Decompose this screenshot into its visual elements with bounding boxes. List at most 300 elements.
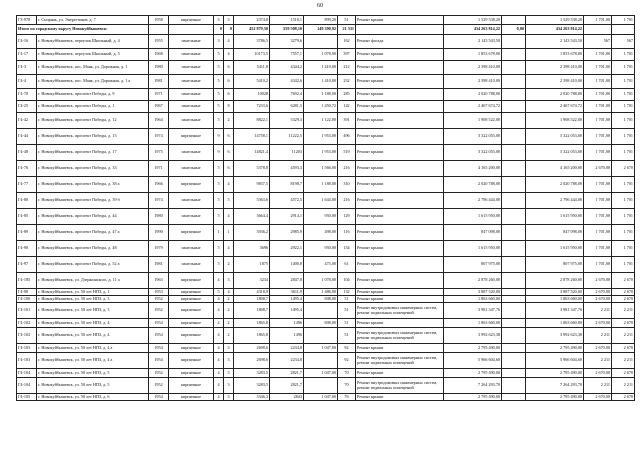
cell-addr: г. Новокуйбышевск, проспект Победы, д. 15 [37, 129, 149, 145]
cell-sum: 1 863 660,00 [526, 319, 584, 328]
cell-addr: г. Новокуйбышевск, проспект Победы, д. 1 [37, 101, 149, 113]
table-row [17, 75, 635, 89]
cell-u1: 2 670,00 [584, 296, 612, 303]
cell-a1: 3283,5 [234, 369, 270, 378]
cell-a3: 1 078,90 [304, 49, 338, 61]
cell-cost: 2 143 543,50 [444, 35, 502, 49]
total-cell [149, 25, 169, 35]
cell-mat: панельные [169, 89, 214, 101]
cell-work: Ремонт внутридомовых инженерных систем, ремонт подвальных помещений [356, 328, 444, 344]
cell-a1: 1865,8 [234, 328, 270, 344]
cell-mat: панельные [169, 193, 214, 209]
cell-a2: 11203 [270, 145, 304, 161]
cell-u2: 1 701 [612, 61, 635, 75]
cell-en: 2 [224, 296, 234, 303]
cell-cost: 1 615 950,00 [444, 209, 502, 225]
cell-sum: 2 795 490,00 [526, 394, 584, 401]
cell-u2: 2 670 [612, 161, 635, 177]
cell-work: Ремонт крыши [356, 193, 444, 209]
cell-a2: 2821,7 [270, 378, 304, 394]
cell-a2: 3279,6 [270, 35, 304, 49]
cell-a1: 1808,7 [234, 296, 270, 303]
cell-res: 116 [338, 225, 356, 241]
cell-work: Ремонт фасада [356, 35, 444, 49]
cell-a2: 2821,7 [270, 369, 304, 378]
cell-addr: г. Новокуйбышевск, ул. 50 лет НПЗ, д. 4 а [37, 344, 149, 353]
cell-a3: 1 122,00 [304, 113, 338, 129]
cell-a3: 899,20 [304, 16, 338, 25]
cell-work: Ремонт внутридомовых инженерных систем, ремонт подвальных помещений [356, 378, 444, 394]
cell-sum: 1 615 950,00 [526, 241, 584, 257]
cell-a2: 2914,1 [270, 209, 304, 225]
cell-addr: г. Новокуйбышевск, ул. 50 лет НПЗ, д. 4 [37, 319, 149, 328]
cell-en: 3 [224, 369, 234, 378]
cell-p1 [502, 161, 526, 177]
cell-addr: г. Новокуйбышевск, проспект Победы, д. 44 [37, 209, 149, 225]
cell-addr: г. Новокуйбышевск, ул. Дзержинского, д. 11 а [37, 273, 149, 289]
cell-cost: 3 887 520,00 [444, 289, 502, 296]
cell-work: Ремонт крыши [356, 177, 444, 193]
cell-work: Ремонт крыши [356, 101, 444, 113]
cell-mat: панельные [169, 35, 214, 49]
cell-u2: 2 670 [612, 344, 635, 353]
cell-id: Г4-103 [17, 353, 37, 369]
cell-cost: 807 975,00 [444, 257, 502, 273]
cell-res: 70 [338, 369, 356, 378]
cell-sum: 2 398 410,00 [526, 61, 584, 75]
cell-res: 391 [338, 113, 356, 129]
cell-a2: 3611,9 [270, 289, 304, 296]
cell-a3: 1 188,00 [304, 89, 338, 101]
table-row [17, 303, 635, 319]
cell-u2: 1 701 [612, 113, 635, 129]
table-row [17, 61, 635, 75]
cell-sum: 3 992 623,38 [526, 328, 584, 344]
cell-a3: 1 410,00 [304, 75, 338, 89]
cell-u2: 2 670 [612, 394, 635, 401]
cell-fl: 4 [214, 328, 224, 344]
cell-res: 104 [338, 273, 356, 289]
cell-res: 51 [338, 328, 356, 344]
table-row [17, 101, 635, 113]
table-row [17, 319, 635, 328]
cell-id: Г3-978 [17, 16, 37, 25]
cell-mat: кирпичные [169, 177, 214, 193]
cell-mat: панельные [169, 241, 214, 257]
cell-u1: 1 701,00 [584, 193, 612, 209]
cell-res: 397 [338, 49, 356, 61]
cell-year: 1958 [149, 16, 169, 25]
cell-u1: 1 701,00 [584, 61, 612, 75]
cell-p1 [502, 328, 526, 344]
cell-addr: г. Новокуйбышевск, ул. 50 лет НПЗ, д. 5 [37, 369, 149, 378]
cell-year: 1954 [149, 394, 169, 401]
cell-a3: 1 566,00 [304, 161, 338, 177]
cell-u1: 1 701,00 [584, 16, 612, 25]
cell-cost: 1 529 538,20 [444, 16, 502, 25]
cell-p1 [502, 101, 526, 113]
cell-en: 4 [224, 177, 234, 193]
cell-a1: 10028 [234, 89, 270, 101]
total-cell [612, 25, 635, 35]
cell-u1: 2 670,00 [584, 273, 612, 289]
cell-year: 1980 [149, 209, 169, 225]
cell-en: 4 [224, 241, 234, 257]
cell-p1 [502, 394, 526, 401]
cell-a1: 7233,6 [234, 101, 270, 113]
cell-fl: 4 [214, 394, 224, 401]
cell-res: 76 [338, 394, 356, 401]
table-row [17, 16, 635, 25]
table-row [17, 296, 635, 303]
cell-work: Ремонт крыши [356, 209, 444, 225]
cell-id: Г4-85 [17, 209, 37, 225]
cell-year: 1954 [149, 353, 169, 369]
cell-cost: 2 020 788,00 [444, 89, 502, 101]
cell-year: 1981 [149, 75, 169, 89]
cell-p1 [502, 16, 526, 25]
cell-p1 [502, 113, 526, 129]
cell-u1: 2 211 [584, 328, 612, 344]
cell-en: 6 [224, 145, 234, 161]
cell-fl: 9 [214, 145, 224, 161]
cell-mat: кирпичные [169, 369, 214, 378]
cell-u2: 2 670 [612, 273, 635, 289]
cell-sum: 2 796 444,00 [526, 193, 584, 209]
table-row [17, 328, 635, 344]
cell-a2: 1496 [270, 328, 304, 344]
cell-work: Ремонт крыши [356, 257, 444, 273]
cell-en: 3 [224, 353, 234, 369]
cell-p1 [502, 75, 526, 89]
cell-p1 [502, 241, 526, 257]
total-cell: 0,00 [502, 25, 526, 35]
cell-year: 1952 [149, 369, 169, 378]
cell-a3: 698,00 [304, 319, 338, 328]
cell-id: Г4-100 [17, 296, 37, 303]
cell-u1: 2 670,00 [584, 394, 612, 401]
cell-p1 [502, 296, 526, 303]
cell-sum: 3 981 347,76 [526, 303, 584, 319]
table-row [17, 394, 635, 401]
cell-a3: 950,00 [304, 209, 338, 225]
cell-a3 [304, 35, 338, 49]
cell-a1: 9837,5 [234, 177, 270, 193]
cell-res: 129 [338, 209, 356, 225]
repair-program-table [16, 15, 635, 401]
table-row [17, 89, 635, 101]
cell-a3: 1 644,00 [304, 193, 338, 209]
cell-id: Г4-42 [17, 113, 37, 129]
cell-p1 [502, 273, 526, 289]
cell-res: 142 [338, 101, 356, 113]
cell-cost: 1 863 660,00 [444, 319, 502, 328]
cell-a3: 698,00 [304, 296, 338, 303]
cell-res: 232 [338, 75, 356, 89]
cell-a3: 1 953,00 [304, 145, 338, 161]
cell-id: Г4-103 [17, 344, 37, 353]
cell-addr: г. Новокуйбышевск, проспект Победы, д. 17 [37, 145, 149, 161]
cell-en: 1 [224, 225, 234, 241]
cell-en: 4 [224, 289, 234, 296]
cell-p1 [502, 177, 526, 193]
table-row [17, 209, 635, 225]
cell-addr: г. Новокуйбышевск, ул. 50 лет НПЗ, д. 1 [37, 289, 149, 296]
cell-p1 [502, 49, 526, 61]
cell-addr: г. Сызрань, ул. Энергетиков, д. 7 [37, 16, 149, 25]
cell-u1: 2 211 [584, 353, 612, 369]
cell-mat: кирпичные [169, 289, 214, 296]
cell-u2: 2 211 [612, 378, 635, 394]
cell-u1: 2 670,00 [584, 344, 612, 353]
cell-a2: 7692,4 [270, 89, 304, 101]
table-row [17, 344, 635, 353]
cell-addr: г. Новокуйбышевск, проспект Победы, д. 52 а [37, 257, 149, 273]
table-row [17, 273, 635, 289]
cell-work: Ремонт крыши [356, 241, 444, 257]
cell-sum: 2 398 410,00 [526, 75, 584, 89]
cell-a3: 1 047,00 [304, 344, 338, 353]
cell-a2: 2234,8 [270, 344, 304, 353]
cell-en: 6 [224, 161, 234, 177]
table-row [17, 257, 635, 273]
cell-a1: 1875 [234, 257, 270, 273]
cell-res: 61 [338, 257, 356, 273]
cell-addr: г. Новокуйбышевск, проспект Победы, д. 38 а [37, 177, 149, 193]
cell-u2: 567 [612, 35, 635, 49]
cell-u2: 1 701 [612, 241, 635, 257]
cell-u2: 2 670 [612, 296, 635, 303]
cell-a3: 1 953,00 [304, 129, 338, 145]
cell-p1 [502, 319, 526, 328]
total-cell: 434 263 814,22 [526, 25, 584, 35]
cell-work: Ремонт крыши [356, 319, 444, 328]
table-row [17, 35, 635, 49]
cell-fl: 5 [214, 209, 224, 225]
cell-sum: 1 529 538,20 [526, 16, 584, 25]
cell-sum: 847 098,00 [526, 225, 584, 241]
cell-addr: г. Новокуйбышевск, пос. Маяк, ул. Дорожная, д. 1 [37, 61, 149, 75]
cell-a1: 3786,5 [234, 35, 270, 49]
cell-u1: 2 670,00 [584, 319, 612, 328]
cell-u1: 1 701,00 [584, 177, 612, 193]
cell-a3 [304, 328, 338, 344]
cell-p1 [502, 369, 526, 378]
cell-mat: кирпичные [169, 16, 214, 25]
table-row [17, 369, 635, 378]
cell-sum: 1 615 950,00 [526, 209, 584, 225]
table-row [17, 129, 635, 145]
cell-work: Ремонт крыши [356, 161, 444, 177]
cell-mat: панельные [169, 113, 214, 129]
cell-u2: 1 701 [612, 193, 635, 209]
cell-cost: 2 467 674,72 [444, 101, 502, 113]
cell-work: Ремонт крыши [356, 89, 444, 101]
cell-a2: 4572,5 [270, 193, 304, 209]
total-cell: 434 263 814,22 [444, 25, 502, 35]
cell-addr: г. Новокуйбышевск, ул. 50 лет НПЗ, д. 3 [37, 296, 149, 303]
cell-en: 3 [224, 16, 234, 25]
cell-mat: кирпичные [169, 129, 214, 145]
cell-a2: 2234,8 [270, 353, 304, 369]
cell-res: 496 [338, 129, 356, 145]
cell-year: 1966 [149, 177, 169, 193]
cell-en: 2 [224, 257, 234, 273]
cell-mat: кирпичные [169, 303, 214, 319]
cell-id: Г4-25 [17, 101, 37, 113]
cell-a3 [304, 303, 338, 319]
cell-u2: 1 701 [612, 101, 635, 113]
cell-a2: 1496 [270, 319, 304, 328]
total-cell: 21 331 [338, 25, 356, 35]
table-body [17, 16, 635, 401]
cell-res: 51 [338, 296, 356, 303]
cell-en: 2 [224, 113, 234, 129]
cell-u2: 1 701 [612, 16, 635, 25]
cell-u2: 2 670 [612, 289, 635, 296]
cell-year: 1981 [149, 257, 169, 273]
cell-u1: 1 701,00 [584, 113, 612, 129]
cell-a3: 950,00 [304, 241, 338, 257]
cell-year: 1979 [149, 241, 169, 257]
cell-u1: 1 701,00 [584, 129, 612, 145]
total-row [17, 25, 635, 35]
cell-res: 216 [338, 161, 356, 177]
cell-a3: 1 188,00 [304, 177, 338, 193]
cell-a1: 14821,4 [234, 145, 270, 161]
cell-sum: 2 795 490,00 [526, 344, 584, 353]
cell-mat: кирпичные [169, 273, 214, 289]
cell-id: Г4-185 [17, 273, 37, 289]
cell-u1: 1 701,00 [584, 49, 612, 61]
cell-id: Г4-105 [17, 394, 37, 401]
cell-u2: 2 670 [612, 319, 635, 328]
cell-fl: 5 [214, 161, 224, 177]
cell-fl: 4 [214, 303, 224, 319]
cell-id: Г4-97 [17, 257, 37, 273]
cell-mat: панельные [169, 209, 214, 225]
cell-a2: 7557,1 [270, 49, 304, 61]
cell-sum: 1 908 522,00 [526, 113, 584, 129]
cell-work: Ремонт крыши [356, 75, 444, 89]
cell-sum: 1 853 678,00 [526, 49, 584, 61]
cell-a2: 1495,4 [270, 303, 304, 319]
cell-cost: 2 878 260,00 [444, 273, 502, 289]
cell-p1 [502, 225, 526, 241]
cell-fl: 3 [214, 16, 224, 25]
cell-cost: 2 398 410,00 [444, 75, 502, 89]
cell-a1: 5363,6 [234, 193, 270, 209]
cell-sum: 3 887 520,00 [526, 289, 584, 296]
cell-id: Г4-76 [17, 161, 37, 177]
cell-u1: 1 701,00 [584, 257, 612, 273]
cell-a1: 3283,5 [234, 378, 270, 394]
cell-en: 4 [224, 49, 234, 61]
table-row [17, 145, 635, 161]
cell-a2: 4342,6 [270, 75, 304, 89]
cell-u2: 2 211 [612, 328, 635, 344]
cell-p1 [502, 257, 526, 273]
cell-id: Г4-80 [17, 193, 37, 209]
cell-year: 1953 [149, 289, 169, 296]
cell-a1: 3234 [234, 273, 270, 289]
cell-mat: панельные [169, 161, 214, 177]
table-row [17, 177, 635, 193]
cell-addr: г. Новокуйбышевск, ул. 50 лет НПЗ, д. 3 [37, 303, 149, 319]
cell-en: 6 [224, 61, 234, 75]
cell-cost: 847 098,00 [444, 225, 502, 241]
cell-cost: 2 398 410,00 [444, 61, 502, 75]
cell-a2: 2985,9 [270, 225, 304, 241]
cell-a1: 3696 [234, 241, 270, 257]
cell-year: 1955 [149, 35, 169, 49]
cell-a1: 3664,4 [234, 209, 270, 225]
cell-p1 [502, 61, 526, 75]
cell-p1 [502, 35, 526, 49]
cell-a2: 1518,1 [270, 16, 304, 25]
cell-u2: 1 701 [612, 225, 635, 241]
cell-work: Ремонт внутридомовых инженерных систем, ремонт подвальных помещений [356, 303, 444, 319]
cell-fl: 5 [214, 241, 224, 257]
cell-u1: 2 211 [584, 303, 612, 319]
cell-a1: 5411,8 [234, 61, 270, 75]
cell-u2: 2 211 [612, 303, 635, 319]
cell-addr: г. Новокуйбышевск, ул. 50 лет НПЗ, д. 4 а [37, 353, 149, 369]
cell-a3: 1 450,72 [304, 101, 338, 113]
cell-year: 1952 [149, 378, 169, 394]
cell-sum: 2 795 490,00 [526, 369, 584, 378]
cell-u1: 567 [584, 35, 612, 49]
cell-p1 [502, 289, 526, 296]
cell-work: Ремонт крыши [356, 289, 444, 296]
cell-a3 [304, 353, 338, 369]
cell-a2: 2843 [270, 394, 304, 401]
cell-work: Ремонт крыши [356, 394, 444, 401]
cell-sum: 2 020 788,00 [526, 177, 584, 193]
cell-sum: 807 975,00 [526, 257, 584, 273]
cell-work: Ремонт крыши [356, 225, 444, 241]
total-cell [584, 25, 612, 35]
cell-id: Г4-77 [17, 177, 37, 193]
table-row [17, 353, 635, 369]
cell-id: Г4-102 [17, 328, 37, 344]
cell-en: 3 [224, 344, 234, 353]
cell-addr: г. Новокуйбышевск, проспект Победы, д. 12 [37, 113, 149, 129]
cell-u2: 1 701 [612, 89, 635, 101]
cell-u2: 1 701 [612, 145, 635, 161]
table-row [17, 241, 635, 257]
cell-a1: 3346,3 [234, 394, 270, 401]
cell-res: 51 [338, 303, 356, 319]
cell-cost: 1 615 950,00 [444, 241, 502, 257]
cell-a1: 1808,7 [234, 303, 270, 319]
cell-year: 1964 [149, 113, 169, 129]
cell-a3: 1 047,00 [304, 394, 338, 401]
cell-res: 519 [338, 145, 356, 161]
cell-mat: панельные [169, 75, 214, 89]
cell-work: Ремонт крыши [356, 344, 444, 353]
total-cell: 452 879,50 [234, 25, 270, 35]
cell-id: Г4-17 [17, 49, 37, 61]
total-cell [169, 25, 214, 35]
cell-res: 51 [338, 319, 356, 328]
cell-fl: 4 [214, 296, 224, 303]
cell-fl: 4 [214, 344, 224, 353]
cell-fl: 4 [214, 273, 224, 289]
cell-work: Ремонт крыши [356, 113, 444, 129]
cell-sum: 2 878 260,00 [526, 273, 584, 289]
cell-mat: панельные [169, 61, 214, 75]
